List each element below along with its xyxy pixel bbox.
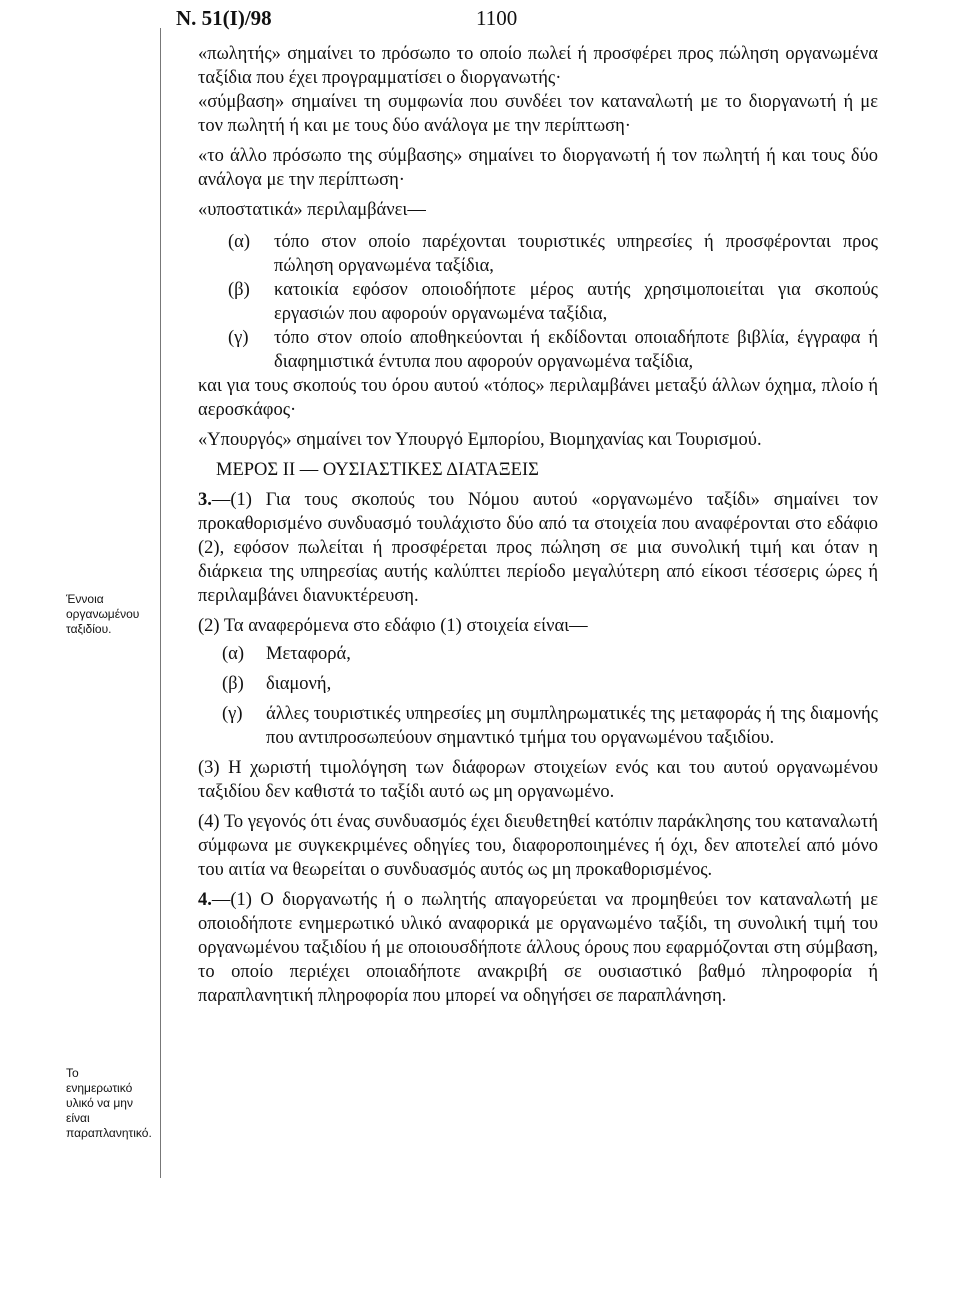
item-text: κατοικία εφόσον οποιοδήποτε μέρος αυτής χρησιμοποιείται για σκοπούς εργασιών που αφορούν οργανωμένα ταξίδια, <box>274 280 878 324</box>
item-label: (γ) <box>228 328 249 348</box>
section-3-subsection-1 <box>176 488 878 608</box>
item-label: (α) <box>222 644 245 664</box>
item-text: Μεταφορά, <box>266 644 351 664</box>
section-3-subsection-3: (3) Η χωριστή τιμολόγηση των διάφορων στοιχείων ενός και του αυτού οργανωμένου ταξιδίου δεν καθιστά το ταξίδι αυτό ως μη οργανωμένο. <box>198 758 878 802</box>
elements-item <box>176 642 878 666</box>
item-text: διαμονή, <box>266 674 332 694</box>
page-number: 1100 <box>476 6 518 30</box>
page-header <box>176 6 876 34</box>
section-4-subsection-1 <box>176 888 878 1008</box>
definition-premises-intro: «υποστατικά» περιλαμβάνει— <box>198 200 426 220</box>
section-3-sub1-text: —(1) Για τους σκοπούς του Νόμου αυτού «οργανωμένο ταξίδι» σημαίνει τον προκαθορισμένο συνδυασμό τουλάχιστο δύο από τα στοιχεία που αναφέρονται στο εδάφιο (2), εφόσον πωλείται ή προσφέρεται προς πώληση σε μια συνολική τιμή και όταν η διάρκεια της υπηρεσίας αυτής καλύπτει περίοδο μεγαλύτερη από είκοσι τέσσερις ώρες ή περιλαμβάνει διανυκτέρευση. <box>198 490 878 606</box>
part-heading: ΜΕΡΟΣ ΙΙ — ΟΥΣΙΑΣΤΙΚΕΣ ΔΙΑΤΑΞΕΙΣ <box>216 460 539 480</box>
item-label: (β) <box>228 280 250 300</box>
section-3-subsection-2: (2) Τα αναφερόμενα στο εδάφιο (1) στοιχεία είναι— <box>198 616 588 636</box>
item-label: (γ) <box>222 704 243 724</box>
margin-note-organised-trip: Έννοια οργανωμένου ταξιδίου. <box>66 592 140 636</box>
premises-item <box>176 230 878 278</box>
item-text: τόπο στον οποίο παρέχονται τουριστικές υπηρεσίες ή προσφέρονται προς πώληση οργανωμένα ταξίδια, <box>274 232 878 276</box>
margin-rule <box>160 28 161 1178</box>
item-label: (β) <box>222 674 244 694</box>
definition-contract: «σύμβαση» σημαίνει τη συμφωνία που συνδέει τον καταναλωτή με το διοργανωτή ή με τον πωλητή ή και με τους δύο ανάλογα με την περίπτωση· <box>198 92 878 136</box>
document-body <box>176 42 878 1008</box>
definition-minister: «Υπουργός» σημαίνει τον Υπουργό Εμπορίου, Βιομηχανίας και Τουρισμού. <box>198 430 762 450</box>
item-text: τόπο στον οποίο αποθηκεύονται ή εκδίδονται οποιαδήποτε βιβλία, έγγραφα ή διαφημιστικά έντυπα που αφορούν οργανωμένα ταξίδια, <box>274 328 878 372</box>
item-text: άλλες τουριστικές υπηρεσίες μη συμπληρωματικές της μεταφοράς ή της διαμονής που αντιπροσωπεύουν σημαντικό τμήμα του οργανωμένου ταξιδίου. <box>266 704 878 748</box>
premises-item <box>176 326 878 374</box>
definition-premises-closing: και για τους σκοπούς του όρου αυτού «τόπος» περιλαμβάνει μεταξύ άλλων όχημα, πλοίο ή αεροσκάφος· <box>198 376 878 420</box>
law-number: N. 51(I)/98 <box>176 6 272 30</box>
definition-seller: «πωλητής» σημαίνει το πρόσωπο το οποίο πωλεί ή προσφέρει προς πώληση οργανωμένα ταξίδια που έχει προγραμματίσει ο διοργανωτής· <box>198 44 878 88</box>
premises-item <box>176 278 878 326</box>
elements-item <box>176 702 878 750</box>
section-3-number: 3. <box>198 490 212 510</box>
section-3-subsection-4: (4) Το γεγονός ότι ένας συνδυασμός έχει διευθετηθεί κατόπιν παράκλησης του καταναλωτή σύμφωνα με συγκεκριμένες οδηγίες του, διαφοροποιημένες ή όχι, δεν αποτελεί από μόνο του αιτία να θεωρείται ο συνδυασμός αυτός ως μη προκαθορισμένος. <box>198 812 878 880</box>
section-4-number: 4. <box>198 890 212 910</box>
elements-item <box>176 672 878 696</box>
margin-note-misleading-material: Το ενημερωτικό υλικό να μην είναι παραπλανητικό. <box>66 1066 152 1140</box>
item-label: (α) <box>228 232 251 252</box>
definition-other-party: «το άλλο πρόσωπο της σύμβασης» σημαίνει το διοργανωτή ή τον πωλητή ή και τους δύο ανάλογα με την περίπτωση· <box>198 146 878 190</box>
section-4-sub1-text: —(1) Ο διοργανωτής ή ο πωλητής απαγορεύεται να προμηθεύει τον καταναλωτή με οποιοδήποτε ενημερωτικό υλικό αναφορικά με οργανωμένο ταξίδι, τη συνολική τιμή του οργανωμένου ταξιδίου ή με οποιουσδήποτε άλλους όρους που εφαρμόζονται στη σύμβαση, το οποίο περιέχει οποιαδήποτε ανακριβή σε ουσιαστικό βαθμό πληροφορία ή παραπλανητική πληροφορία που μπορεί να οδηγήσει σε παραπλάνηση. <box>198 890 878 1006</box>
